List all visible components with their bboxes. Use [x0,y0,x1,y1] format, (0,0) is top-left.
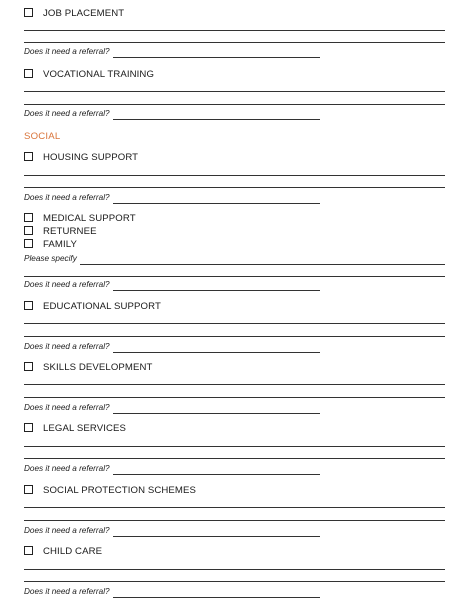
family-label: FAMILY [43,239,78,250]
legal-services-label: LEGAL SERVICES [43,423,126,434]
vocational-training-label: VOCATIONAL TRAINING [43,69,154,80]
please-specify-line[interactable] [80,264,445,265]
social-protection-schemes-label: SOCIAL PROTECTION SCHEMES [43,485,197,496]
section-heading-social: SOCIAL [24,131,61,142]
notes-line[interactable] [24,276,445,277]
job-placement-checkbox[interactable] [24,8,33,17]
medical-support-checkbox[interactable] [24,213,33,222]
housing-support-label: HOUSING SUPPORT [43,152,139,163]
notes-line[interactable] [24,336,445,337]
legal-services-checkbox[interactable] [24,423,33,432]
notes-line[interactable] [24,384,445,385]
notes-line[interactable] [24,42,445,43]
referral-answer-line[interactable] [113,290,320,291]
referral-prompt: Does it need a referral? [24,587,110,596]
notes-line[interactable] [24,175,445,176]
returnee-label: RETURNEE [43,226,97,237]
referral-prompt: Does it need a referral? [24,280,110,289]
notes-line[interactable] [24,397,445,398]
vocational-training-checkbox[interactable] [24,69,33,78]
referral-answer-line[interactable] [113,119,320,120]
notes-line[interactable] [24,91,445,92]
referral-prompt: Does it need a referral? [24,403,110,412]
educational-support-checkbox[interactable] [24,301,33,310]
referral-answer-line[interactable] [113,536,320,537]
referral-answer-line[interactable] [113,352,320,353]
referral-answer-line[interactable] [113,597,320,598]
notes-line[interactable] [24,520,445,521]
notes-line[interactable] [24,507,445,508]
notes-line[interactable] [24,187,445,188]
housing-support-checkbox[interactable] [24,152,33,161]
medical-support-label: MEDICAL SUPPORT [43,213,136,224]
referral-prompt: Does it need a referral? [24,464,110,473]
notes-line[interactable] [24,104,445,105]
returnee-checkbox[interactable] [24,226,33,235]
referral-answer-line[interactable] [113,57,320,58]
referral-answer-line[interactable] [113,413,320,414]
skills-development-checkbox[interactable] [24,362,33,371]
referral-prompt: Does it need a referral? [24,47,110,56]
family-checkbox[interactable] [24,239,33,248]
notes-line[interactable] [24,446,445,447]
educational-support-label: EDUCATIONAL SUPPORT [43,301,161,312]
notes-line[interactable] [24,458,445,459]
notes-line[interactable] [24,581,445,582]
notes-line[interactable] [24,30,445,31]
referral-prompt: Does it need a referral? [24,526,110,535]
skills-development-label: SKILLS DEVELOPMENT [43,362,153,373]
referral-answer-line[interactable] [113,203,320,204]
please-specify-label: Please specify [24,254,77,263]
notes-line[interactable] [24,569,445,570]
notes-line[interactable] [24,323,445,324]
referral-prompt: Does it need a referral? [24,342,110,351]
referral-prompt: Does it need a referral? [24,109,110,118]
child-care-label: CHILD CARE [43,546,103,557]
referral-prompt: Does it need a referral? [24,193,110,202]
job-placement-label: JOB PLACEMENT [43,8,125,19]
child-care-checkbox[interactable] [24,546,33,555]
social-protection-schemes-checkbox[interactable] [24,485,33,494]
referral-answer-line[interactable] [113,474,320,475]
